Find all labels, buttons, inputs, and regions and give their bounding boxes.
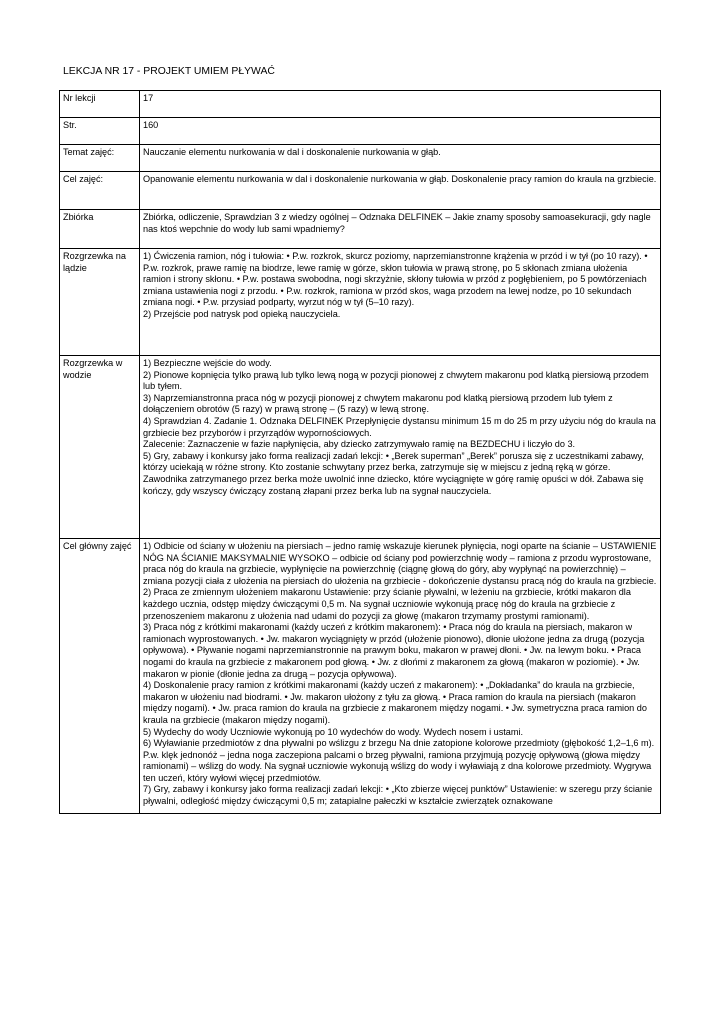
content-line: 17 (143, 93, 154, 103)
table-row (60, 539, 661, 814)
row-label: Temat zajęć: (60, 145, 140, 172)
row-label: Cel główny zajęć (60, 539, 140, 814)
content-line: 1) Odbicie od ściany w ułożeniu na piersiach – jedno ramię wskazuje kierunek płynięcia, nogi oparte na ścianie – USTAWIENIE NÓG NA ŚCIANIE MAKSYMALNIE WYSOKO – odbicie od ściany pod powierzchnię wody – ramiona z przodu wyprostowane, praca nóg do kraula na grzbiecie, wypłynięcie na powierzchnię (ciągnę głową do góry, aby wypłynąć na powierzchnię) – zmiana pozycji ciała z ułożenia na piersiach do ułożenia na grzbiecie - dokończenie dystansu pracą nóg do kraula na grzbiecie. (143, 541, 657, 586)
row-content (140, 210, 661, 249)
table-row (60, 210, 661, 249)
content-line: 5) Wydechy do wody Uczniowie wykonują po 10 wydechów do wody. Wydech nosem i ustami. (143, 726, 524, 737)
table-row (60, 91, 661, 118)
row-content (140, 118, 661, 145)
content-line: Zalecenie: Zaznaczenie w fazie napłynięcia, aby dziecko zatrzymywało ramię na BEZDECHU i liczyło do 3. (143, 439, 576, 450)
row-content (140, 539, 661, 814)
row-content (140, 172, 661, 210)
table-row (60, 172, 661, 210)
row-label: Rozgrzewka na lądzie (60, 249, 140, 356)
row-label: Zbiórka (60, 210, 140, 249)
row-label: Str. (60, 118, 140, 145)
content-line: 6) Wyławianie przedmiotów z dna pływalni po wślizgu z brzegu Na dnie zatopione kolorowe przedmioty (głębokość 1,2–1,6 m). P.w. klęk jednonóż – jedna noga zaczepiona palcami o brzeg pływalni, ramiona przyjmują pozycję opływową (głowa między ramionami) – wślizg do wody. Na sygnał uczniowie wykonują wślizg do wody i wyławiają z dna kolorowe przedmioty. Wygrywa ten uczeń, który wyłowi więcej przedmiotów. (143, 738, 655, 783)
row-content (140, 249, 661, 356)
row-label: Cel zajęć: (60, 172, 140, 210)
content-line: 2) Przejście pod natrysk pod opieką nauczyciela. (143, 308, 341, 319)
row-content (140, 91, 661, 118)
row-content (140, 145, 661, 172)
table-row (60, 249, 661, 356)
content-line: 5) Gry, zabawy i konkursy jako forma realizacji zadań lekcji: • „Berek superman” „Berek” porusza się z uczestnikami zabawy, którzy uciekają w różne strony. Kto zostanie schwytany przez berka, zatrzymuje się w miejscu z jedną ręką w górze. Zawodnika zatrzymanego przez berka może uwolnić inne dziecko, które wyciągnięte w górę ramię opuści w dół. Zabawa się kończy, gdy wszyscy ćwiczący zostaną złapani przez berka lub na sygnał nauczyciela. (143, 450, 644, 496)
content-line: 4) Sprawdzian 4. Zadanie 1. Odznaka DELFINEK Przepłynięcie dystansu minimum 15 m do 25 m przy użyciu nóg do kraula na grzbiecie bez przyborów i przyrządów wypornościowych. (143, 415, 656, 438)
content-line: 160 (143, 120, 159, 130)
lesson-table (59, 90, 661, 814)
table-row (60, 145, 661, 172)
row-content (140, 356, 661, 539)
content-line: 7) Gry, zabawy i konkursy jako forma realizacji zadań lekcji: • „Kto zbierze więcej punktów” Ustawienie: w szeregu przy ścianie pływalni, odległość między ćwiczącymi 0,5 m; zatapialne pałeczki w kształcie zwierzątek oznakowane (143, 784, 653, 807)
document-title: LEKCJA NR 17 - PROJEKT UMIEM PŁYWAĆ (63, 66, 275, 77)
row-label: Nr lekcji (60, 91, 140, 118)
content-line: 3) Praca nóg z krótkimi makaronami (każdy uczeń z krótkim makaronem): • Praca nóg do kraula na piersiach, makaron w ramionach wyprostowanych. • Jw. makaron wyciągnięty w przód (ułożenie pionowo), dłonie ułożone jedna za drugą (pozycja opływowa). • Pływanie nogami naprzemianstronnie na prawym boku, makaron w prawej dłoni. • Jw. na lewym boku. • Praca nogami do kraula na grzbiecie z makaronem pod głową. • Jw. z dłońmi z makaronem za głową (makaron w poziomie). • Jw. makaron w pionie (dłonie jedna za drugą – pozycja opływowa). (143, 622, 645, 679)
content-line: 4) Doskonalenie pracy ramion z krótkimi makaronami (każdy uczeń z makaronem): • „Dokładanka” do kraula na grzbiecie, makaron w ułożeniu nad biodrami. • Jw. makaron ułożony z tyłu za głową. • Praca ramion do kraula na piersiach (makaron między nogami). • Jw. praca ramion do kraula na grzbiecie z makaronem między nogami. • Jw. symetryczna praca ramion do kraula na grzbiecie (makaron między nogami). (143, 680, 647, 725)
content-line: 3) Naprzemianstronna praca nóg w pozycji pionowej z chwytem makaronu pod klatką piersiową przodem lub tyłem z dołączeniem obrotów (5 razy) w prawą stronę – (5 razy) w lewą stronę. (143, 392, 613, 415)
content-line: 1) Bezpieczne wejście do wody. (143, 358, 272, 368)
content-line: Opanowanie elementu nurkowania w dal i doskonalenie nurkowania w głąb. Doskonalenie pracy ramion do kraula na grzbiecie. (143, 174, 657, 184)
content-line: 2) Praca ze zmiennym ułożeniem makaronu Ustawienie: przy ścianie pływalni, w leżeniu na grzbiecie, krótki makaron dla każdego ucznia, odstęp między ćwiczącymi 0,5 m. Na sygnał uczniowie wykonują pracę nóg do kraula na grzbiecie z przenoszeniem makaronu z ułożenia nad udami do pozycji za głowę (makaron trzymamy prostymi ramionami). (143, 587, 631, 621)
content-line: Nauczanie elementu nurkowania w dal i doskonalenie nurkowania w głąb. (143, 147, 441, 157)
table-row (60, 118, 661, 145)
content-line: Zbiórka, odliczenie, Sprawdzian 3 z wiedzy ogólnej – Odznaka DELFINEK – Jakie znamy sposoby samoasekuracji, gdy nagle nas ktoś wepchnie do wody lub sami wpadniemy? (143, 212, 651, 234)
row-label: Rozgrzewka w wodzie (60, 356, 140, 539)
table-row (60, 356, 661, 539)
content-line: 1) Ćwiczenia ramion, nóg i tułowia: • P.w. rozkrok, skurcz poziomy, naprzemianstronne krążenia w przód i w tył (po 10 razy). • P.w. rozkrok, prawe ramię na biodrze, lewe ramię w górze, skłon tułowia w prawą stronę, po 5 skłonach zmiana ułożenia ramion i strony skłonu. • P.w. postawa swobodna, nogi skrzyżnie, skłony tułowia w przód z pogłębieniem, po 5 powtórzeniach zmiana ustawienia nogi z przodu. • P.w. rozkrok, ramiona w przód skos, waga przodem na lewej nodze, po 10 sekundach zmiana nogi. • P.w. przysiad podparty, wyrzut nóg w tył (5–10 razy). (143, 251, 648, 308)
content-line: 2) Pionowe kopnięcia tylko prawą lub tylko lewą nogą w pozycji pionowej z chwytem makaronu pod klatką piersiową przodem lub tyłem. (143, 369, 649, 392)
